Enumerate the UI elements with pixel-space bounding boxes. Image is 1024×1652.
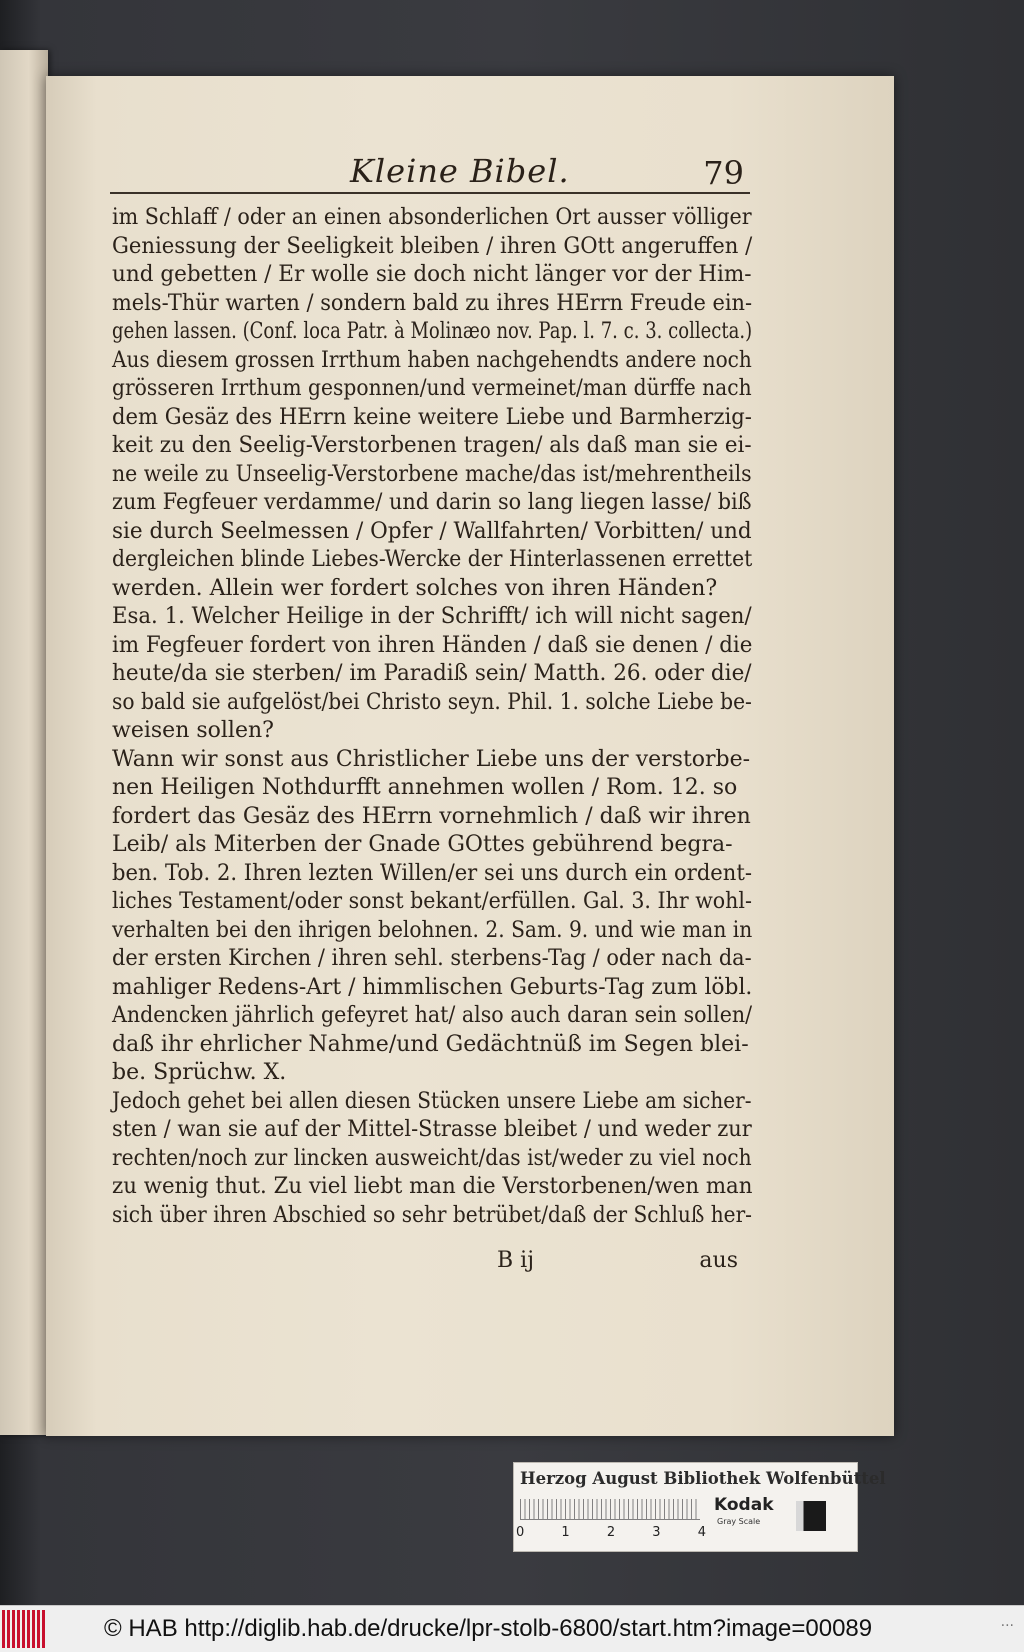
text-line: und gebetten / Er wolle sie doch nicht länger vor der Him-	[112, 262, 752, 287]
hab-logo-icon[interactable]	[2, 1610, 46, 1648]
text-line: keit zu den Seelig-Verstorbenen tragen/ als daß man sie ei-	[112, 433, 752, 458]
text-line: Esa. 1. Welcher Heilige in der Schrifft/ ich will nicht sagen/	[112, 604, 752, 629]
page-number: 79	[703, 154, 744, 192]
catchword: aus	[699, 1248, 738, 1273]
kodak-logo: Kodak	[714, 1495, 774, 1515]
footer-bar	[0, 1605, 1024, 1652]
text-line: Andencken jährlich gefeyret hat/ also auch daran sein sollen/	[112, 1003, 753, 1028]
footer-credit-link[interactable]: © HAB http://diglib.hab.de/drucke/lpr-stolb-6800/start.htm?image=00089	[104, 1615, 873, 1642]
ruler-scale	[520, 1499, 700, 1520]
text-line: sie durch Seelmessen / Opfer / Wallfahrten/ Vorbitten/ und	[112, 518, 752, 544]
text-line: gehen lassen. (Conf. loca Patr. à Molinæo nov. Pap. l. 7. c. 3. collecta.)	[112, 319, 753, 344]
ruler-number: 1	[561, 1525, 570, 1540]
text-line: liches Testament/oder sonst bekant/erfüllen. Gal. 3. Ihr wohl-	[112, 889, 752, 914]
ruler-number: 2	[606, 1525, 616, 1540]
text-line: grösseren Irrthum gesponnen/und vermeinet/man dürffe nach	[112, 376, 752, 401]
running-head	[110, 150, 750, 194]
text-line: weisen sollen?	[112, 718, 274, 743]
text-line: der ersten Kirchen / ihren sehl. sterbens-Tag / oder nach da-	[112, 946, 752, 971]
text-line: dergleichen blinde Liebes-Wercke der Hinterlassenen errettet	[112, 547, 753, 572]
text-line: sten / wan sie auf der Mittel-Strasse bleibet / und weder zur	[112, 1117, 752, 1142]
text-line: mels-Thür warten / sondern bald zu ihres HErrn Freude ein-	[112, 290, 753, 316]
text-line: Aus diesem grossen Irrthum haben nachgehendts andere noch	[112, 347, 752, 373]
text-line: sich über ihren Abschied so sehr betrübet/daß der Schluß her-	[112, 1202, 752, 1228]
running-title: Kleine Bibel.	[350, 152, 570, 190]
text-line: mahliger Redens-Art / himmlischen Geburts-Tag zum löbl.	[112, 974, 753, 1000]
previous-page-edge	[0, 50, 48, 1435]
signature-mark: B ij	[497, 1248, 535, 1273]
text-line: nen Heiligen Nothdurfft annehmen wollen / Rom. 12. so	[112, 775, 738, 800]
catchline	[112, 1248, 752, 1278]
body-text	[112, 204, 752, 1230]
text-line: zum Fegfeuer verdamme/ und darin so lang liegen lasse/ biß	[112, 490, 752, 515]
text-line: rechten/noch zur lincken ausweicht/das ist/weder zu viel noch	[112, 1145, 752, 1171]
text-line: Leib/ als Miterben der Gnade GOttes gebührend begra-	[112, 832, 733, 857]
text-line: dem Gesäz des HErrn keine weitere Liebe und Barmherzig-	[112, 404, 752, 430]
text-line: fordert das Gesäz des HErrn vornehmlich / daß wir ihren	[112, 803, 751, 829]
text-line: im Schlaff / oder an einen absonderlichen Ort ausser völliger	[112, 205, 752, 230]
text-line: ne weile zu Unseelig-Verstorbene mache/das ist/mehrentheils	[112, 461, 752, 487]
color-calibration-card	[513, 1462, 886, 1552]
text-line: im Fegfeuer fordert von ihren Händen / daß sie denen / die	[112, 632, 753, 658]
text-line: heute/da sie sterben/ im Paradiß sein/ Matth. 26. oder die/	[112, 661, 752, 686]
text-line: be. Sprüchw. X.	[112, 1060, 287, 1085]
text-line: Wann wir sonst aus Christlicher Liebe uns der verstorbe-	[112, 746, 751, 772]
text-line: verhalten bei den ihrigen belohnen. 2. Sam. 9. und wie man in	[112, 917, 753, 943]
text-line: werden. Allein wer fordert solches von ihren Händen?	[112, 575, 718, 601]
ruler-number: 3	[652, 1525, 661, 1540]
text-line: Geniessung der Seeligkeit bleiben / ihren GOtt angeruffen /	[112, 233, 753, 259]
text-line: Jedoch gehet bei allen diesen Stücken unsere Liebe am sicher-	[112, 1088, 752, 1114]
text-line: daß ihr ehrlicher Nahme/und Gedächtnüß im Segen blei-	[112, 1031, 749, 1057]
ruler-number: 0	[516, 1525, 525, 1540]
gray-scale-label: Gray Scale	[717, 1517, 761, 1526]
library-name: Herzog August Bibliothek Wolfenbüttel	[520, 1469, 886, 1488]
text-line: zu wenig thut. Zu viel liebt man die Verstorbenen/wen man	[112, 1174, 753, 1199]
ruler-number: 4	[697, 1525, 706, 1540]
gray-scale-patch	[796, 1501, 826, 1531]
more-icon[interactable]: ···	[1000, 1618, 1014, 1634]
text-line: ben. Tob. 2. Ihren lezten Willen/er sei uns durch ein ordent-	[112, 860, 752, 886]
ruler-numbers	[516, 1525, 706, 1540]
text-line: so bald sie aufgelöst/bei Christo seyn. Phil. 1. solche Liebe be-	[112, 689, 752, 715]
